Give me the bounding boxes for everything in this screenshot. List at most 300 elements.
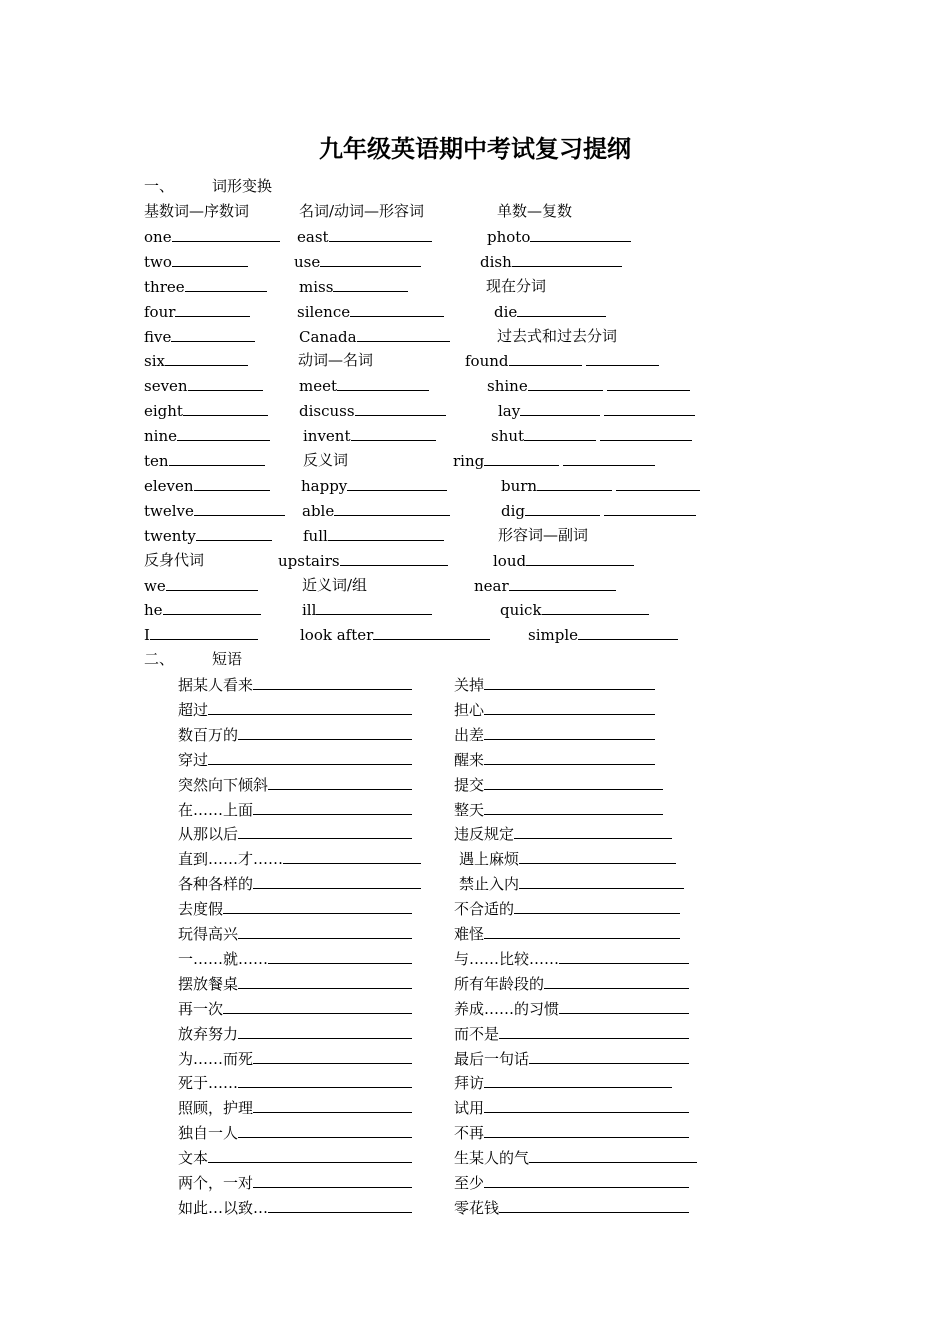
phrase-label: 醒来 [454, 750, 485, 769]
answer-blank[interactable] [253, 873, 421, 889]
answer-blank[interactable] [172, 226, 280, 242]
phrase-row [0, 699, 950, 724]
word-label: five [144, 327, 172, 346]
word-label: we [144, 576, 166, 595]
phrase-cell [454, 1172, 689, 1193]
phrase-row [0, 799, 950, 824]
word-cell [144, 350, 248, 371]
word-cell [299, 201, 424, 221]
word-cell [297, 301, 444, 322]
word-label: 基数词—序数词 [144, 202, 250, 220]
answer-blank[interactable] [175, 301, 250, 317]
word-label: look after [300, 626, 374, 645]
phrase-cell [454, 823, 672, 844]
answer-blank[interactable] [268, 948, 412, 964]
phrase-label: 养成……的习惯 [454, 999, 560, 1018]
answer-blank[interactable] [512, 251, 622, 267]
phrase-label: 数百万的 [178, 725, 239, 744]
word-label: two [144, 252, 172, 271]
answer-blank[interactable] [529, 1147, 697, 1163]
word-label: able [302, 501, 335, 520]
word-cell [498, 400, 695, 421]
answer-blank[interactable] [525, 500, 600, 516]
answer-blank[interactable] [238, 1072, 412, 1088]
phrase-cell [454, 1023, 689, 1044]
answer-blank[interactable] [484, 1122, 689, 1138]
phrase-row [0, 973, 950, 998]
answer-blank[interactable] [484, 774, 663, 790]
table-row [0, 575, 950, 600]
word-cell [498, 525, 588, 545]
phrase-row [0, 674, 950, 699]
phrase-row [0, 1097, 950, 1122]
phrase-label: 两个，一对 [178, 1174, 254, 1192]
phrase-cell [178, 799, 412, 820]
phrase-label: 整天 [454, 800, 485, 819]
phrase-label: 在……上面 [178, 800, 254, 819]
answer-blank[interactable] [347, 475, 447, 491]
answer-blank[interactable] [607, 375, 690, 391]
answer-blank[interactable] [484, 724, 655, 740]
answer-blank[interactable] [238, 724, 412, 740]
phrase-row [0, 898, 950, 923]
phrase-cell [454, 998, 689, 1019]
word-cell [299, 276, 408, 297]
answer-blank[interactable] [208, 749, 412, 765]
word-label: 近义词/组 [302, 575, 368, 594]
table-row [0, 301, 950, 326]
word-cell [298, 350, 373, 370]
word-label: 形容词—副词 [498, 525, 589, 544]
word-cell [144, 475, 270, 496]
word-cell [501, 475, 700, 496]
answer-blank[interactable] [333, 276, 408, 292]
phrase-row [0, 724, 950, 749]
word-label: 反义词 [303, 451, 349, 469]
phrase-cell [178, 724, 412, 745]
word-cell [302, 599, 432, 620]
phrase-cell [178, 1072, 412, 1093]
answer-blank[interactable] [559, 998, 689, 1014]
word-label: Canada [299, 327, 357, 346]
word-cell [301, 475, 447, 496]
phrase-label: 照顾，护理 [178, 1099, 254, 1118]
word-cell [497, 201, 572, 221]
word-label: east [297, 227, 329, 246]
word-label: invent [303, 427, 351, 446]
answer-blank[interactable] [238, 973, 412, 989]
table-row [0, 350, 950, 375]
phrase-label: 最后一句话 [454, 1049, 530, 1068]
phrase-row [0, 749, 950, 774]
phrase-label: 担心 [454, 700, 485, 719]
answer-blank[interactable] [519, 873, 684, 889]
word-label: eleven [144, 476, 194, 495]
phrase-row [0, 1048, 950, 1073]
section-1-heading [0, 176, 950, 201]
phrase-label: 难怪 [454, 925, 485, 943]
answer-blank[interactable] [340, 550, 448, 566]
answer-blank[interactable] [223, 898, 412, 914]
word-cell [144, 425, 270, 446]
answer-blank[interactable] [238, 923, 412, 939]
word-cell [297, 226, 432, 247]
phrase-cell [454, 799, 663, 820]
answer-blank[interactable] [514, 823, 672, 839]
word-cell [144, 599, 261, 620]
answer-blank[interactable] [183, 400, 268, 416]
word-label: miss [299, 277, 334, 296]
word-label: he [144, 601, 163, 620]
phrase-cell [454, 973, 689, 994]
phrase-label: 从那以后 [178, 825, 239, 844]
word-cell [144, 375, 263, 396]
phrase-cell [454, 724, 655, 745]
answer-blank[interactable] [542, 599, 649, 615]
section-2-heading [0, 649, 950, 674]
word-label: 单数—复数 [497, 202, 573, 220]
phrase-label: 突然向下倾斜 [178, 775, 269, 794]
table-row [0, 550, 950, 575]
table-row [0, 375, 950, 400]
word-cell [144, 500, 285, 521]
answer-blank[interactable] [519, 848, 676, 864]
word-label: full [303, 526, 328, 545]
answer-blank[interactable] [484, 1072, 672, 1088]
answer-blank[interactable] [238, 1122, 412, 1138]
phrase-cell [454, 1072, 672, 1093]
phrase-cell [459, 873, 684, 894]
answer-blank[interactable] [350, 301, 444, 317]
phrase-label: 玩得高兴 [178, 925, 239, 943]
phrase-cell [454, 774, 663, 795]
answer-blank[interactable] [600, 425, 692, 441]
word-label: shut [491, 427, 525, 446]
phrase-row [0, 1072, 950, 1097]
phrase-label: 出差 [454, 725, 485, 744]
section-title [212, 176, 272, 196]
phrase-label: 拜访 [454, 1074, 485, 1093]
answer-blank[interactable] [526, 550, 634, 566]
word-cell [487, 375, 690, 396]
section-title-text: 短语 [212, 650, 243, 668]
answer-blank[interactable] [150, 624, 258, 640]
phrase-label: 摆放餐桌 [178, 974, 239, 993]
word-label: ill [302, 601, 317, 620]
word-cell [144, 450, 265, 471]
answer-blank[interactable] [268, 774, 412, 790]
word-label: one [144, 227, 172, 246]
answer-blank[interactable] [509, 575, 616, 591]
answer-blank[interactable] [328, 525, 444, 541]
answer-blank[interactable] [499, 1023, 689, 1039]
word-label: four [144, 302, 176, 321]
word-label: shine [487, 377, 528, 396]
answer-blank[interactable] [253, 674, 412, 690]
answer-blank[interactable] [337, 375, 429, 391]
phrase-label: 至少 [454, 1174, 485, 1192]
answer-blank[interactable] [334, 500, 450, 516]
word-label: found [465, 352, 509, 371]
word-label: meet [299, 377, 338, 396]
word-cell [144, 400, 268, 421]
phrase-label: 去度假 [178, 900, 224, 919]
section-number-text: 一、 [144, 177, 175, 195]
table-row [0, 500, 950, 525]
word-cell [494, 301, 606, 322]
phrase-cell [454, 674, 655, 695]
phrase-cell [454, 1197, 689, 1218]
phrase-label: 遇上麻烦 [459, 850, 520, 869]
phrase-label: 而不是 [454, 1024, 500, 1043]
word-cell [299, 375, 429, 396]
answer-blank[interactable] [253, 1097, 412, 1113]
word-label: simple [528, 626, 578, 645]
phrase-cell [178, 749, 412, 770]
answer-blank[interactable] [484, 674, 655, 690]
answer-blank[interactable] [484, 699, 655, 715]
answer-blank[interactable] [524, 425, 596, 441]
answer-blank[interactable] [253, 1172, 412, 1188]
word-label: happy [301, 476, 348, 495]
answer-blank[interactable] [320, 251, 421, 267]
phrase-label: 各种各样的 [178, 875, 254, 894]
answer-blank[interactable] [194, 500, 285, 516]
phrase-cell [454, 1048, 689, 1069]
table-row [0, 475, 950, 500]
word-label: die [494, 302, 518, 321]
answer-blank[interactable] [514, 898, 680, 914]
table-row [0, 226, 950, 251]
phrase-cell [454, 923, 680, 944]
answer-blank[interactable] [484, 1097, 689, 1113]
answer-blank[interactable] [537, 475, 612, 491]
word-label: loud [493, 551, 527, 570]
phrase-row [0, 1023, 950, 1048]
phrase-label: 与……比较…… [454, 949, 560, 968]
answer-blank[interactable] [499, 1197, 689, 1213]
phrase-label: 不再 [454, 1124, 485, 1143]
answer-blank[interactable] [169, 450, 265, 466]
word-label: seven [144, 377, 188, 396]
phrase-label: 生某人的气 [454, 1149, 530, 1168]
word-cell [294, 251, 421, 272]
phrase-cell [459, 848, 676, 869]
answer-blank[interactable] [253, 799, 412, 815]
word-label: 过去式和过去分词 [497, 326, 618, 345]
answer-blank[interactable] [509, 350, 582, 366]
word-label: 反身代词 [144, 550, 205, 569]
answer-blank[interactable] [559, 948, 689, 964]
answer-blank[interactable] [355, 400, 446, 416]
word-label: twenty [144, 526, 196, 545]
phrase-label: 直到……才…… [178, 850, 284, 869]
phrase-cell [178, 1147, 412, 1168]
phrase-label: 文本 [178, 1149, 209, 1168]
answer-blank[interactable] [171, 326, 255, 342]
answer-blank[interactable] [329, 226, 432, 242]
phrase-label: 死于…… [178, 1074, 239, 1093]
word-cell [144, 201, 249, 221]
answer-blank[interactable] [238, 823, 412, 839]
word-label: eight [144, 402, 183, 421]
word-label: 动词—名词 [298, 351, 374, 370]
word-cell [300, 624, 490, 645]
table-row [0, 201, 950, 226]
phrase-cell [178, 948, 412, 969]
phrase-cell [178, 823, 412, 844]
word-label: burn [501, 476, 538, 495]
answer-blank[interactable] [520, 400, 600, 416]
word-label: nine [144, 427, 177, 446]
table-row [0, 251, 950, 276]
answer-blank[interactable] [238, 1023, 412, 1039]
word-cell [144, 251, 248, 272]
word-label: discuss [299, 402, 355, 421]
section-number [144, 176, 174, 196]
word-cell [453, 450, 655, 471]
answer-blank[interactable] [185, 276, 267, 292]
phrase-cell [454, 749, 655, 770]
answer-blank[interactable] [544, 973, 689, 989]
phrase-cell [178, 873, 421, 894]
answer-blank[interactable] [586, 350, 659, 366]
answer-blank[interactable] [163, 599, 261, 615]
answer-blank[interactable] [484, 1172, 689, 1188]
answer-blank[interactable] [529, 1048, 689, 1064]
answer-blank[interactable] [616, 475, 700, 491]
answer-blank[interactable] [165, 350, 248, 366]
phrase-label: 一……就…… [178, 949, 269, 968]
word-label: 现在分词 [486, 276, 547, 295]
phrase-cell [454, 1147, 697, 1168]
word-cell [480, 251, 622, 272]
answer-blank[interactable] [316, 599, 432, 615]
answer-blank[interactable] [484, 799, 663, 815]
phrase-row [0, 873, 950, 898]
word-cell [144, 226, 280, 247]
phrase-cell [178, 674, 412, 695]
phrase-label: 超过 [178, 700, 209, 719]
answer-blank[interactable] [223, 998, 412, 1014]
phrase-row [0, 823, 950, 848]
answer-blank[interactable] [268, 1197, 412, 1213]
table-row [0, 624, 950, 649]
word-label: 名词/动词—形容词 [299, 202, 425, 220]
answer-blank[interactable] [196, 525, 272, 541]
phrase-label: 关掉 [454, 676, 485, 694]
answer-blank[interactable] [578, 624, 678, 640]
word-cell [486, 276, 546, 296]
word-label: ring [453, 452, 485, 470]
word-cell [465, 350, 659, 371]
answer-blank[interactable] [194, 475, 270, 491]
word-cell [278, 550, 448, 571]
answer-blank[interactable] [208, 699, 412, 715]
word-cell [299, 400, 446, 421]
word-label: quick [500, 601, 542, 620]
word-cell [144, 301, 250, 322]
word-cell [144, 326, 255, 347]
phrase-row [0, 848, 950, 873]
word-label: six [144, 352, 165, 371]
answer-blank[interactable] [351, 425, 436, 441]
answer-blank[interactable] [253, 1048, 412, 1064]
phrase-row [0, 1122, 950, 1147]
table-row [0, 599, 950, 624]
phrase-row [0, 948, 950, 973]
word-label: I [144, 626, 150, 645]
phrase-cell [454, 898, 680, 919]
word-label: ten [144, 452, 169, 470]
word-label: photo [487, 227, 531, 246]
word-cell [491, 425, 692, 446]
word-cell [302, 575, 367, 595]
word-label: three [144, 277, 185, 296]
phrase-label: 试用 [454, 1099, 485, 1118]
table-row [0, 525, 950, 550]
answer-blank[interactable] [563, 450, 655, 466]
word-cell [303, 450, 348, 470]
section-number [144, 649, 174, 669]
phrase-label: 据某人看来 [178, 676, 254, 694]
answer-blank[interactable] [517, 301, 606, 317]
phrase-cell [178, 998, 412, 1019]
answer-blank[interactable] [172, 251, 248, 267]
phrase-label: 独自一人 [178, 1124, 239, 1143]
word-label: dig [501, 501, 526, 520]
answer-blank[interactable] [604, 400, 695, 416]
phrase-cell [178, 923, 412, 944]
phrase-cell [178, 774, 412, 795]
word-cell [493, 550, 634, 571]
phrase-cell [178, 1172, 412, 1193]
answer-blank[interactable] [208, 1147, 412, 1163]
table-row [0, 326, 950, 351]
word-cell [500, 599, 649, 620]
table-row [0, 400, 950, 425]
answer-blank[interactable] [484, 450, 559, 466]
answer-blank[interactable] [373, 624, 490, 640]
answer-blank[interactable] [166, 575, 258, 591]
word-cell [144, 525, 272, 546]
phrase-row [0, 998, 950, 1023]
answer-blank[interactable] [528, 375, 603, 391]
phrase-cell [178, 1097, 412, 1118]
phrase-row [0, 1197, 950, 1222]
answer-blank[interactable] [283, 848, 421, 864]
answer-blank[interactable] [357, 326, 450, 342]
word-label: silence [297, 302, 351, 321]
word-cell [303, 525, 444, 546]
answer-blank[interactable] [604, 500, 696, 516]
word-label: twelve [144, 501, 194, 520]
answer-blank[interactable] [484, 749, 655, 765]
answer-blank[interactable] [177, 425, 270, 441]
answer-blank[interactable] [530, 226, 631, 242]
phrase-cell [178, 848, 421, 869]
answer-blank[interactable] [484, 923, 680, 939]
word-cell [501, 500, 696, 521]
word-cell [497, 326, 617, 346]
word-cell [303, 425, 436, 446]
section-title [212, 649, 242, 669]
word-cell [144, 550, 204, 570]
answer-blank[interactable] [188, 375, 263, 391]
phrase-row [0, 774, 950, 799]
word-cell [144, 276, 267, 297]
phrase-cell [454, 948, 689, 969]
